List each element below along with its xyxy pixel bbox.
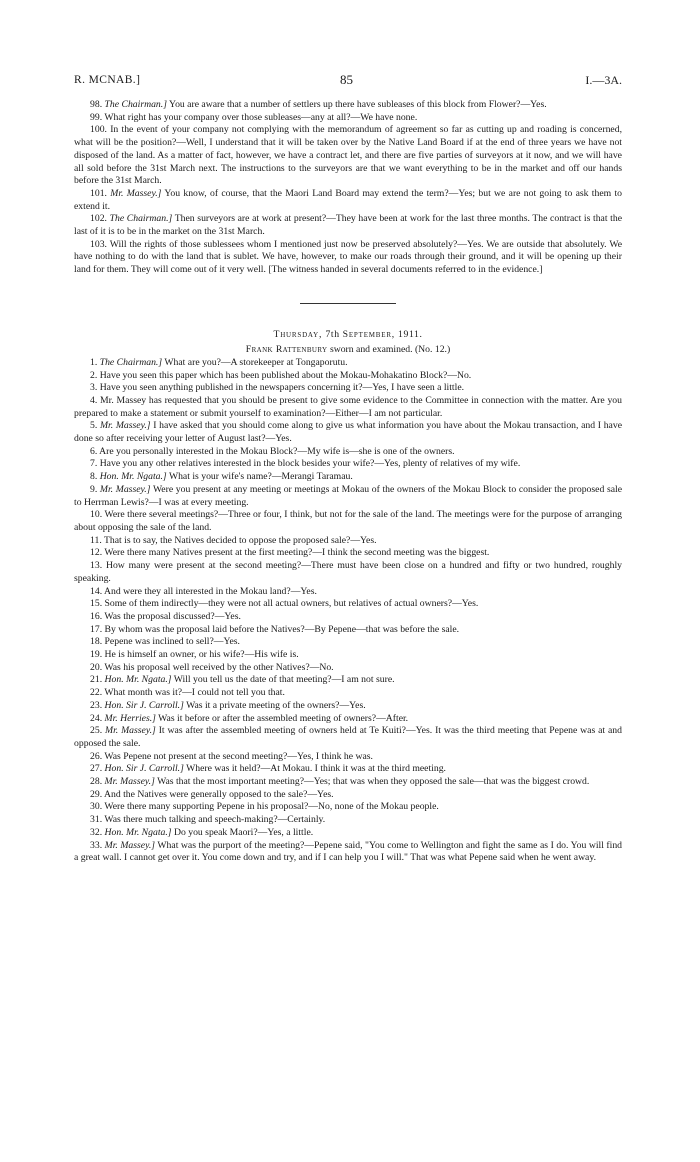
question-paragraph	[74, 700, 622, 713]
question-number: 16.	[90, 610, 105, 622]
question-text: You know, of course, that the Maori Land Board may extend the term?—Yes; but we are not going to ask them to extend it.	[74, 187, 622, 212]
document-page	[74, 74, 622, 865]
section-divider	[300, 303, 396, 304]
question-number: 102.	[90, 213, 110, 225]
question-paragraph	[74, 370, 622, 383]
question-text: Was the proposal discussed?—Yes.	[104, 610, 241, 622]
question-number: 14.	[90, 585, 104, 597]
evidence-block-continued	[74, 99, 622, 277]
question-paragraph	[74, 687, 622, 700]
question-text: He is himself an owner, or his wife?—His wife is.	[104, 649, 299, 661]
header-witness-name: R. MCNAB.]	[74, 74, 141, 86]
question-paragraph	[74, 751, 622, 764]
question-text: You are aware that a number of settlers up there have subleases of this block from Flower?—Yes.	[166, 99, 547, 110]
question-number: 4.	[90, 394, 101, 406]
question-number: 30.	[90, 801, 105, 813]
question-paragraph	[74, 624, 622, 637]
question-text: Was it before or after the assembled meeting of owners?—After.	[155, 712, 409, 724]
question-text: What month was it?—I could not tell you that.	[104, 687, 285, 699]
session-day: 7th	[325, 328, 343, 340]
question-text: Was there much talking and speech-making?—Certainly.	[104, 814, 326, 826]
question-text: Some of them indirectly—they were not all actual owners, but relatives of actual owners?—Yes.	[104, 598, 479, 610]
question-paragraph	[74, 801, 622, 814]
question-text: Was that the most important meeting?—Yes; that was when they opposed the sale—that was the biggest crowd.	[154, 776, 590, 788]
question-text: Was Pepene not present at the second meeting?—Yes, I think he was.	[104, 750, 373, 762]
question-number: 27.	[90, 763, 105, 775]
question-paragraph	[74, 99, 622, 112]
question-paragraph	[74, 776, 622, 789]
question-text: What are you?—A storekeeper at Tongaporutu.	[162, 356, 348, 368]
question-paragraph	[74, 239, 622, 277]
question-number: 31.	[90, 814, 105, 826]
question-number: 15.	[90, 598, 105, 610]
question-text: Were you present at any meeting or meetings at Mokau of the owners of the Mokau Block to consider the proposed sale to Herrman Lewis?—I was at every meeting.	[74, 483, 623, 508]
question-number: 99.	[90, 111, 105, 123]
question-number: 22.	[90, 687, 105, 699]
question-text: Was his proposal well received by the other Natives?—No.	[104, 661, 334, 673]
question-paragraph	[74, 649, 622, 662]
speaker-name: Mr. Massey.]	[99, 420, 151, 432]
speaker-name: Hon. Mr. Ngata.]	[99, 471, 167, 483]
question-number: 11.	[90, 534, 104, 546]
question-number: 21.	[90, 674, 105, 686]
question-paragraph	[74, 446, 622, 459]
question-number: 29.	[90, 788, 104, 800]
question-paragraph	[74, 662, 622, 675]
question-number: 28.	[90, 776, 105, 788]
question-text: Where was it held?—At Mokau. I think it was at the third meeting.	[183, 763, 446, 775]
question-paragraph	[74, 458, 622, 471]
question-text: Were there several meetings?—Three or four, I think, but not for the sale of the land. The meetings were for the purpose of arranging about opposing the sale of the land.	[74, 509, 623, 533]
question-number: 23.	[90, 699, 105, 711]
speaker-name: The Chairman.]	[109, 213, 173, 225]
session-date	[74, 329, 622, 340]
question-paragraph	[74, 395, 622, 420]
question-text: Were there many supporting Pepene in his proposal?—No, none of the Mokau people.	[104, 801, 439, 813]
question-number: 101.	[90, 187, 111, 199]
question-paragraph	[74, 188, 622, 213]
witness-heading	[74, 344, 622, 355]
question-number: 20.	[90, 661, 105, 673]
speaker-name: Mr. Massey.]	[105, 725, 156, 737]
question-text: Then surveyors are at work at present?—They have been at work for the last three months. The contract is that the last of it is to be in the market on the 31st March.	[74, 213, 623, 238]
question-paragraph	[74, 636, 622, 649]
question-paragraph	[74, 471, 622, 484]
question-number: 7.	[90, 458, 100, 470]
question-text: Mr. Massey has requested that you should be present to give some evidence to the Committee in connection with the matter. Are you prepared to make a statement or submit yourself to examination?—Either—I am not particular.	[74, 394, 622, 419]
speaker-name: Hon. Sir J. Carroll.]	[104, 763, 184, 775]
session-weekday: Thursday,	[273, 328, 326, 340]
speaker-name: Mr. Massey.]	[99, 483, 151, 495]
question-text: By whom was the proposal laid before the Natives?—By Pepene—that was before the sale.	[104, 623, 460, 635]
question-paragraph	[74, 713, 622, 726]
question-number: 2.	[90, 369, 100, 381]
question-number: 98.	[90, 99, 105, 110]
question-number: 8.	[90, 471, 100, 483]
speaker-name: The Chairman.]	[99, 356, 163, 368]
question-paragraph	[74, 509, 622, 534]
speaker-name: Mr. Massey.]	[110, 187, 162, 199]
question-paragraph	[74, 840, 622, 865]
question-paragraph	[74, 725, 622, 750]
witness-sworn-note: sworn and examined. (No. 12.)	[327, 343, 451, 355]
speaker-name: Mr. Massey.]	[104, 839, 156, 851]
question-text: And were they all interested in the Mokau land?—Yes.	[104, 585, 317, 597]
question-number: 9.	[90, 483, 100, 495]
document-reference: I.—3A.	[585, 73, 622, 87]
question-paragraph	[74, 420, 622, 445]
question-paragraph	[74, 484, 622, 509]
speaker-name: Mr. Massey.]	[104, 776, 155, 788]
question-number: 18.	[90, 636, 105, 648]
page-header	[74, 74, 622, 94]
question-number: 19.	[90, 649, 105, 661]
question-paragraph	[74, 827, 622, 840]
evidence-block-rattenbury	[74, 357, 622, 865]
question-text: It was after the assembled meeting of owners held at Te Kuiti?—Yes. It was the third meeting that Pepene was at and opposed the sale.	[74, 725, 622, 749]
page-number: 85	[340, 72, 353, 87]
question-paragraph	[74, 357, 622, 370]
question-text: In the event of your company not complying with the memorandum of agreement so far as cutting up and roading is concerned, what will be the position?—Well, I understand that it will be taken over by the Native Land Board if at the end of three years we have not disposed of the land. As a matter of fact, however, we have a contract let, and there are five parties of surveyors at it now, and we will have all sold before the 31st March next. The instructions to the surveyors are that we want everything to be in the market and off our hands before the 31st March.	[74, 124, 622, 187]
witness-name: Frank Rattenbury	[245, 343, 328, 355]
question-number: 25.	[90, 725, 106, 737]
question-text: Was it a private meeting of the owners?—Yes.	[183, 699, 366, 711]
question-text: How many were present at the second meeting?—There must have been close on a hundred and fifty or two hundred, roughly speaking.	[74, 560, 622, 584]
question-text: Pepene was inclined to sell?—Yes.	[104, 636, 240, 648]
speaker-name: Hon. Mr. Ngata.]	[104, 674, 172, 686]
session-year: 1911.	[395, 328, 423, 340]
speaker-name: Hon. Sir J. Carroll.]	[104, 699, 184, 711]
question-number: 32.	[90, 826, 105, 838]
question-text: Will you tell us the date of that meeting?—I am not sure.	[171, 674, 395, 686]
question-number: 103.	[90, 238, 110, 250]
question-paragraph	[74, 789, 622, 802]
question-text: Have you seen this paper which has been published about the Mokau-Mohakatino Block?—No.	[99, 369, 472, 381]
question-text: Were there many Natives present at the first meeting?—I think the second meeting was the biggest.	[104, 547, 490, 559]
question-number: 10.	[90, 509, 105, 521]
question-number: 12.	[90, 547, 105, 559]
question-text: That is to say, the Natives decided to oppose the proposed sale?—Yes.	[104, 534, 377, 546]
question-paragraph	[74, 535, 622, 548]
speaker-name: Hon. Mr. Ngata.]	[104, 826, 172, 838]
question-number: 24.	[90, 712, 105, 724]
question-paragraph	[74, 586, 622, 599]
question-paragraph	[74, 547, 622, 560]
speaker-name: The Chairman.]	[104, 99, 167, 110]
question-text: What right has your company over those subleases—any at all?—We have none.	[104, 111, 418, 123]
question-text: Are you personally interested in the Mokau Block?—My wife is—she is one of the owners.	[99, 445, 455, 457]
question-text: And the Natives were generally opposed to the sale?—Yes.	[104, 788, 334, 800]
question-number: 17.	[90, 623, 105, 635]
question-number: 6.	[90, 445, 100, 457]
session-month: September,	[342, 328, 396, 340]
question-number: 13.	[90, 560, 106, 572]
question-text: Have you any other relatives interested in the block besides your wife?—Yes, plenty of relatives of my wife.	[99, 458, 521, 470]
question-number: 5.	[90, 420, 100, 432]
question-number: 3.	[90, 382, 100, 394]
question-paragraph	[74, 382, 622, 395]
question-paragraph	[74, 611, 622, 624]
question-paragraph	[74, 560, 622, 585]
question-number: 100.	[90, 124, 111, 136]
question-text: Do you speak Maori?—Yes, a little.	[171, 826, 314, 838]
question-text: Have you seen anything published in the newspapers concerning it?—Yes, I have seen a little.	[99, 382, 465, 394]
question-text: What is your wife's name?—Merangi Taramau.	[166, 471, 353, 483]
question-paragraph	[74, 763, 622, 776]
question-number: 26.	[90, 750, 105, 762]
question-number: 33.	[90, 839, 105, 851]
question-paragraph	[74, 213, 622, 238]
question-paragraph	[74, 814, 622, 827]
question-paragraph	[74, 112, 622, 125]
question-text: I have asked that you should come along to give us what information you have about the Mokau transaction, and I have done so after receiving your letter of August last?—Yes.	[74, 420, 623, 445]
question-text: What was the purport of the meeting?—Pepene said, "You come to Wellington and fight the same as I do. You will find a great wall. I cannot get over it. You come down and try, and if I can help you I will." That was what Pepene said when he went away.	[74, 839, 623, 864]
speaker-name: Mr. Herries.]	[104, 712, 156, 724]
question-paragraph	[74, 598, 622, 611]
question-number: 1.	[90, 356, 100, 368]
question-paragraph	[74, 674, 622, 687]
question-paragraph	[74, 124, 622, 188]
question-text: Will the rights of those sublessees whom I mentioned just now be preserved absolutely?—Yes. We are outside that absolutely. We have nothing to do with the land that is sublet. We have, however, to make our roads through their ground, and it will be opening up their land for them. They will come out of it very well. [The witness handed in several documents referred to in the evidence.]	[74, 238, 622, 276]
